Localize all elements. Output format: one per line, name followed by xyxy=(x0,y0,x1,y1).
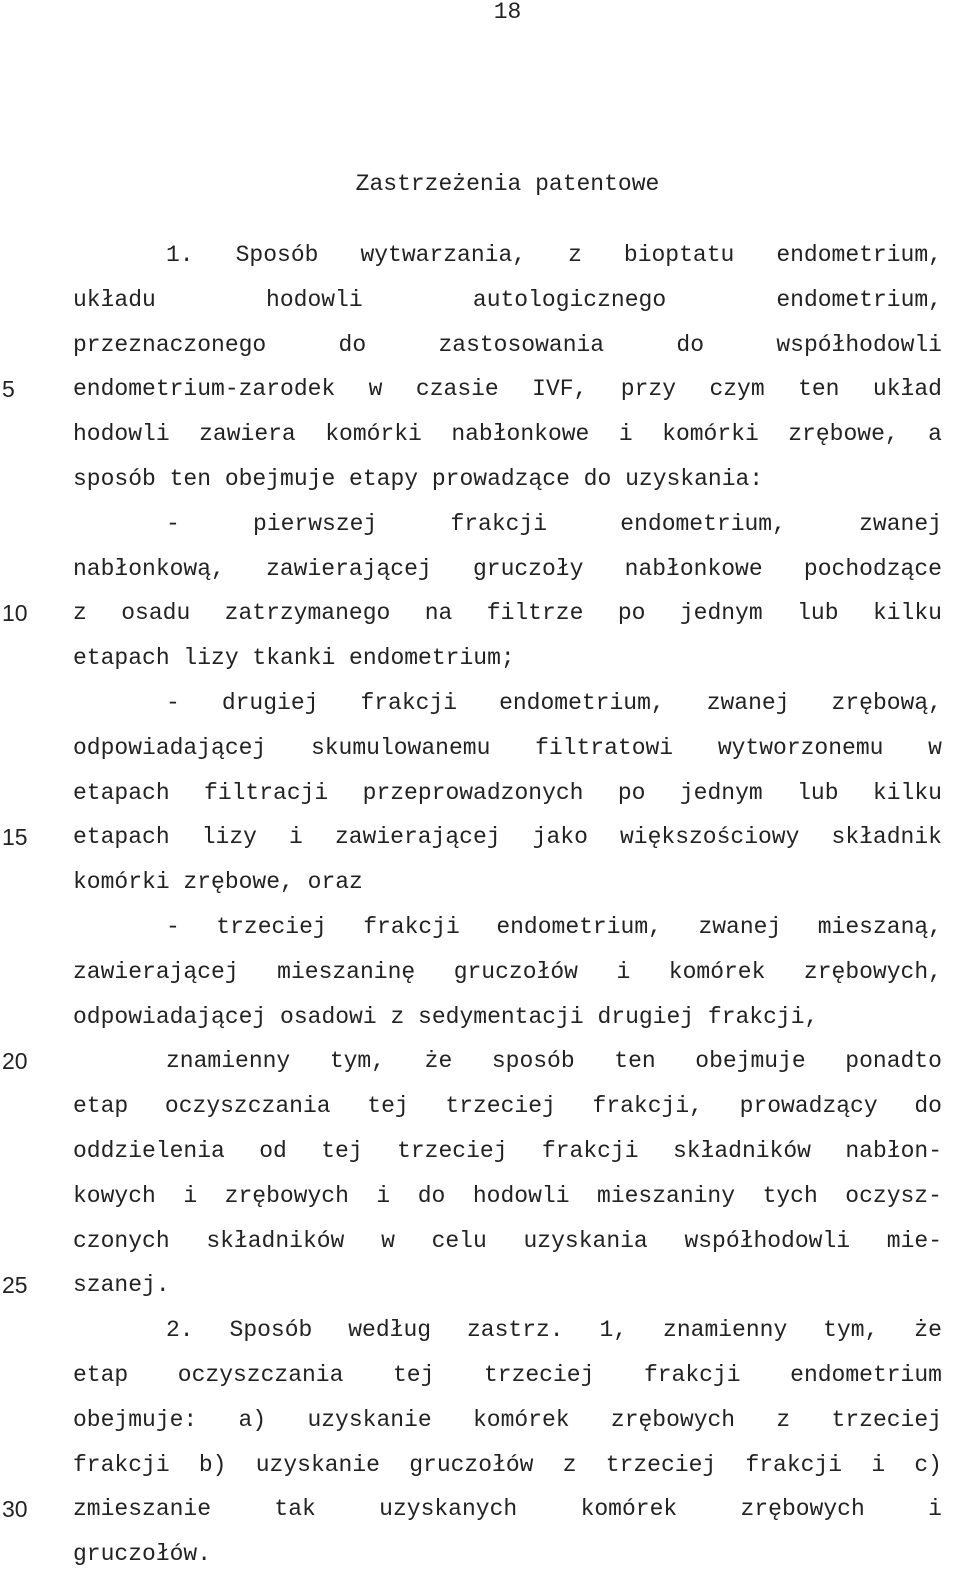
text-line xyxy=(73,1046,942,1091)
word: endometrium, xyxy=(499,689,665,716)
text-line xyxy=(73,778,942,823)
line-number: 10 xyxy=(2,600,28,627)
word: gruczołów xyxy=(453,958,578,985)
word: odpowiadającej xyxy=(73,734,267,761)
word: jednym xyxy=(679,779,763,806)
word: autologicznego xyxy=(472,286,667,313)
word: komórki xyxy=(325,421,422,448)
claims-text xyxy=(73,240,942,1584)
word: z xyxy=(562,1451,577,1478)
word: do xyxy=(676,331,705,358)
word: kowych xyxy=(73,1182,156,1209)
word: i xyxy=(928,1496,942,1523)
text-line xyxy=(73,822,942,867)
word: i xyxy=(376,1182,391,1209)
word: większościowy xyxy=(619,824,800,851)
word: zwanej xyxy=(706,689,790,716)
word: etapach xyxy=(73,779,170,806)
word: etap xyxy=(73,1093,129,1120)
word: do xyxy=(338,331,367,358)
word: hodowli xyxy=(266,286,363,313)
word: ten xyxy=(614,1048,656,1075)
word: w xyxy=(368,376,383,403)
word: znamienny xyxy=(663,1317,788,1344)
word: ponadto xyxy=(845,1048,942,1075)
word: komórek xyxy=(472,1406,570,1433)
word: obejmuje xyxy=(695,1048,806,1075)
word: od xyxy=(259,1137,287,1164)
word: współhodowli xyxy=(684,1227,851,1254)
word: tej xyxy=(321,1137,363,1164)
word: do xyxy=(914,1093,942,1120)
word: oczysz- xyxy=(845,1182,942,1209)
word: mieszaniny xyxy=(597,1182,736,1209)
text-line xyxy=(73,1450,942,1495)
word: b) xyxy=(198,1451,227,1478)
word: według xyxy=(348,1317,432,1344)
word: mieszaninę xyxy=(277,958,416,985)
word: endometrium, xyxy=(776,242,942,268)
word: sposób xyxy=(491,1048,575,1075)
text-line xyxy=(73,419,942,464)
word: w xyxy=(928,734,942,761)
word: nabłonkowe xyxy=(624,555,763,582)
word: trzeciej xyxy=(397,1137,508,1164)
text-line xyxy=(73,330,942,375)
word: uzyskanie xyxy=(255,1451,380,1478)
word: hodowli xyxy=(472,1182,570,1209)
word: Sposób xyxy=(235,242,319,268)
word: frakcji xyxy=(643,1361,741,1388)
word: frakcji xyxy=(541,1137,639,1164)
word: układ xyxy=(872,376,942,403)
word: do xyxy=(417,1182,446,1209)
word: oczyszczania xyxy=(164,1093,331,1120)
text-line xyxy=(73,240,942,285)
text-line: sposób ten obejmuje etapy prowadzące do uzyskania: xyxy=(73,465,764,492)
text-line: etapach lizy tkanki endometrium; xyxy=(73,645,515,672)
word: skumulowanemu xyxy=(310,734,491,761)
line-number: 20 xyxy=(2,1048,28,1075)
text-line xyxy=(73,733,942,778)
page-title: Zastrzeżenia patentowe xyxy=(355,171,660,197)
word: filtratowi xyxy=(535,734,674,761)
word: c) xyxy=(914,1451,942,1478)
word: trzeciej xyxy=(445,1093,556,1120)
text-line: komórki zrębowe, oraz xyxy=(73,869,363,896)
text-line xyxy=(73,509,942,554)
word: zrębowych xyxy=(740,1496,865,1523)
word: endometrium, xyxy=(776,286,942,313)
word: i xyxy=(871,1451,886,1478)
text-line xyxy=(73,957,942,1002)
word: kilku xyxy=(872,600,942,627)
word: trzeciej xyxy=(216,913,327,940)
line-number: 15 xyxy=(2,824,28,851)
word: hodowli xyxy=(73,421,170,448)
text-line xyxy=(73,688,942,733)
word: frakcji xyxy=(363,913,460,940)
word: że xyxy=(424,1048,453,1075)
word: filtrze xyxy=(486,600,584,627)
word: filtracji xyxy=(204,779,329,806)
word: tej xyxy=(392,1361,435,1388)
text-line xyxy=(73,1091,942,1136)
word: endometrium, xyxy=(496,913,662,940)
word: zrębowych xyxy=(224,1182,349,1209)
word: - xyxy=(166,510,180,537)
text-line xyxy=(73,285,942,330)
word: komórki xyxy=(662,421,759,448)
text-line: gruczołów. xyxy=(73,1541,212,1568)
word: przeprowadzonych xyxy=(362,779,584,806)
word: i xyxy=(616,958,631,985)
word: nabłon- xyxy=(845,1137,942,1164)
word: obejmuje: xyxy=(73,1406,198,1433)
word: i xyxy=(289,824,303,851)
line-number: 5 xyxy=(2,376,15,403)
page-number: 18 xyxy=(493,0,522,25)
word: jako xyxy=(532,824,588,851)
word: zrębowych, xyxy=(803,958,942,985)
word: tym, xyxy=(329,1048,386,1075)
word: lub xyxy=(797,600,839,627)
word: zrębową, xyxy=(831,689,942,716)
text-line xyxy=(73,1181,942,1226)
word: trzeciej xyxy=(605,1451,717,1478)
word: frakcji xyxy=(360,689,458,716)
word: zastosowania xyxy=(438,331,605,358)
text-line xyxy=(73,1136,942,1181)
word: ten xyxy=(798,376,840,403)
word: czasie xyxy=(415,376,499,403)
text-line xyxy=(73,1226,942,1271)
word: i xyxy=(618,421,633,448)
word: zwanej xyxy=(859,510,942,537)
word: z xyxy=(776,1406,791,1433)
word: mie- xyxy=(886,1227,942,1254)
word: składników xyxy=(672,1137,811,1164)
word: 1, xyxy=(599,1317,628,1344)
line-number: 30 xyxy=(2,1496,28,1523)
word: lub xyxy=(797,779,839,806)
word: trzeciej xyxy=(831,1406,942,1433)
word: endometrium-zarodek xyxy=(73,376,336,403)
word: zawierającej xyxy=(334,824,501,851)
word: uzyskanych xyxy=(379,1496,518,1523)
word: w xyxy=(381,1227,395,1254)
word: pierwszej xyxy=(253,510,378,537)
word: czonych xyxy=(73,1227,170,1254)
word: frakcji xyxy=(450,510,548,537)
word: Sposób xyxy=(229,1317,313,1344)
word: trzeciej xyxy=(483,1361,595,1388)
word: - xyxy=(166,689,180,716)
word: 2. xyxy=(166,1317,194,1344)
word: na xyxy=(424,600,453,627)
word: kilku xyxy=(872,779,942,806)
line-number: 25 xyxy=(2,1272,28,1299)
word: jednym xyxy=(679,600,763,627)
word: składników xyxy=(206,1227,345,1254)
word: prowadzący xyxy=(739,1093,878,1120)
word: endometrium, xyxy=(620,510,786,537)
word: komórek xyxy=(580,1496,678,1523)
text-line: odpowiadającej osadowi z sedymentacji drugiej frakcji, xyxy=(73,1003,819,1030)
word: IVF, xyxy=(532,376,588,403)
word: zmieszanie xyxy=(73,1496,212,1523)
word: uzyskanie xyxy=(307,1406,432,1433)
word: 1. xyxy=(166,242,194,268)
word: wytwarzania, xyxy=(360,242,527,268)
word: frakcji xyxy=(745,1451,843,1478)
text-line xyxy=(73,1360,942,1405)
text-line xyxy=(73,374,942,419)
word: układu xyxy=(73,286,156,313)
word: gruczoły xyxy=(472,555,584,582)
word: endometrium xyxy=(790,1361,942,1388)
text-line xyxy=(73,912,942,957)
word: tych xyxy=(762,1182,818,1209)
word: a xyxy=(928,421,942,448)
word: przy xyxy=(620,376,677,403)
word: zawiera xyxy=(199,421,296,448)
text-line xyxy=(73,1315,942,1360)
text-line xyxy=(73,598,942,643)
word: składnik xyxy=(831,824,942,851)
word: z xyxy=(568,242,582,268)
word: bioptatu xyxy=(623,242,735,268)
word: uzyskania xyxy=(523,1227,648,1254)
word: zwanej xyxy=(698,913,782,940)
word: po xyxy=(617,779,646,806)
word: z xyxy=(73,600,87,627)
word: zatrzymanego xyxy=(224,600,391,627)
word: etapach xyxy=(73,824,170,851)
word: zrębowych xyxy=(610,1406,736,1433)
text-line xyxy=(73,1405,942,1450)
word: znamienny xyxy=(166,1048,291,1075)
word: drugiej xyxy=(221,689,319,716)
word: zawierającej xyxy=(73,958,239,985)
word: czym xyxy=(709,376,765,403)
word: mieszaną, xyxy=(817,913,942,940)
word: i xyxy=(183,1182,198,1209)
word: frakcji xyxy=(73,1451,170,1478)
word: komórek xyxy=(668,958,766,985)
word: przeznaczonego xyxy=(73,331,267,358)
word: osadu xyxy=(121,600,191,627)
word: nabłonkową, xyxy=(73,555,225,582)
word: lizy xyxy=(201,824,257,851)
word: etap xyxy=(73,1361,129,1388)
word: nabłonkowe xyxy=(451,421,590,448)
word: tak xyxy=(274,1496,316,1523)
word: oczyszczania xyxy=(177,1361,344,1388)
text-line xyxy=(73,554,942,599)
text-line xyxy=(73,1494,942,1539)
word: tym, xyxy=(823,1317,879,1344)
word: zawierającej xyxy=(266,555,432,582)
word: - xyxy=(166,913,180,940)
word: frakcji, xyxy=(592,1093,703,1120)
word: że xyxy=(914,1317,942,1344)
word: wytworzonemu xyxy=(717,734,884,761)
word: współhodowli xyxy=(776,331,942,358)
word: gruczołów xyxy=(409,1451,534,1478)
word: celu xyxy=(431,1227,487,1254)
word: a) xyxy=(238,1406,267,1433)
word: tej xyxy=(367,1093,409,1120)
word: zastrz. xyxy=(466,1317,564,1344)
word: po xyxy=(617,600,646,627)
word: pochodzące xyxy=(803,555,942,582)
text-line: szanej. xyxy=(73,1272,170,1299)
word: zrębowe, xyxy=(788,421,899,448)
word: oddzielenia xyxy=(73,1137,225,1164)
